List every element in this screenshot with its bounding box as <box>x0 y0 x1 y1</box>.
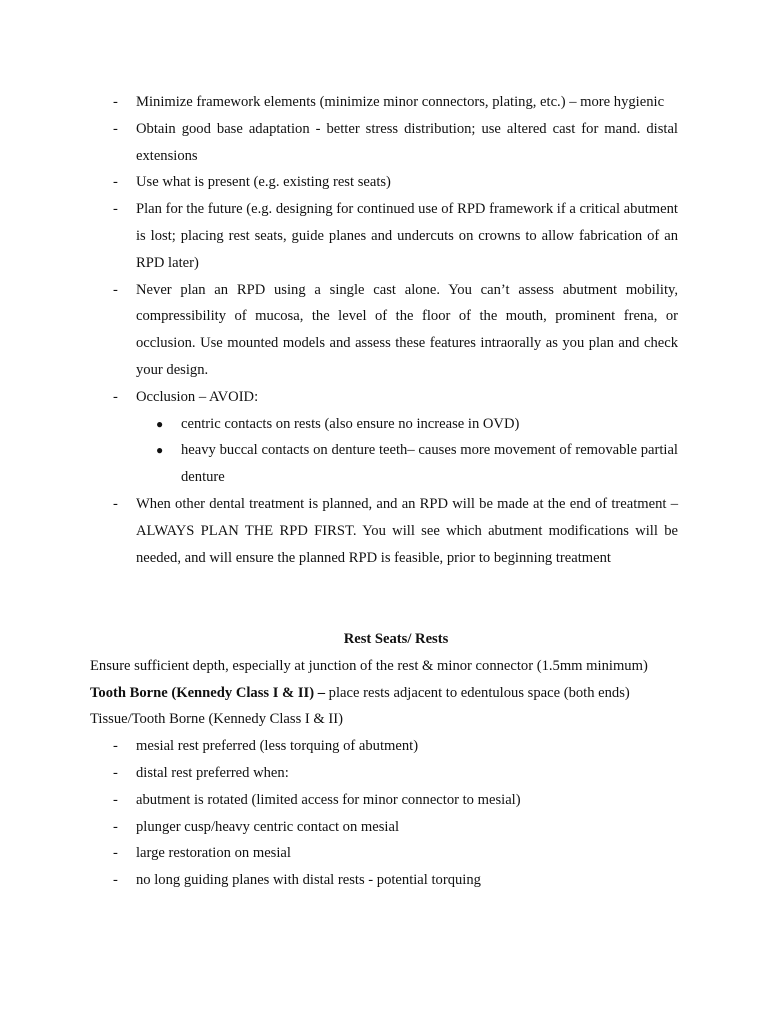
list-dash: - <box>113 738 118 755</box>
list-item-text: plunger cusp/heavy centric contact on mesial <box>136 818 399 835</box>
list-dash: - <box>113 201 118 218</box>
paragraph: Tissue/Tooth Borne (Kennedy Class I & II) <box>90 711 343 728</box>
list-dash: - <box>113 791 118 808</box>
bullet-item <box>0 411 768 438</box>
bullet-item <box>0 437 768 491</box>
list-item <box>0 116 768 170</box>
list-item <box>0 169 768 196</box>
list-item <box>0 787 768 814</box>
list-item <box>0 491 768 571</box>
list-dash: - <box>113 388 118 405</box>
bold-lead: Tooth Borne (Kennedy Class I & II) – <box>90 684 326 701</box>
list-item <box>0 89 768 116</box>
list-item-text: Plan for the future (e.g. designing for continued use of RPD framework if a critical abutment is lost; placing rest seats, guide planes and undercuts on crowns to allow fabrication of an RPD later) <box>136 201 678 271</box>
list-item-text: Never plan an RPD using a single cast alone. You can’t assess abutment mobility, compressibility of mucosa, the level of the floor of the mouth, prominent frena, or occlusion. Use mounted models and assess these features intraorally as you plan and check your design. <box>136 281 678 378</box>
paragraph: Ensure sufficient depth, especially at junction of the rest & minor connector (1.5mm minimum) <box>90 657 648 674</box>
list-dash: - <box>113 818 118 835</box>
list-item <box>0 814 768 841</box>
list-item-text: Obtain good base adaptation - better stress distribution; use altered cast for mand. distal extensions <box>136 120 678 164</box>
list-item <box>0 196 768 276</box>
bullet-dot: ● <box>156 443 164 458</box>
bullet-item-text: heavy buccal contacts on denture teeth– causes more movement of removable partial denture <box>181 442 678 486</box>
list-dash: - <box>113 495 118 512</box>
bullet-item-text: centric contacts on rests (also ensure no increase in OVD) <box>181 415 520 432</box>
bullet-dot: ● <box>156 416 164 431</box>
design-principles-list <box>0 89 768 571</box>
list-item <box>0 840 768 867</box>
section-heading: Rest Seats/ Rests <box>343 631 449 647</box>
list-item-text: no long guiding planes with distal rests - potential torquing <box>136 872 481 889</box>
list-item-text: When other dental treatment is planned, and an RPD will be made at the end of treatment – ALWAYS PLAN THE RPD FIRST. You will see which abutment modifications will be needed, and will ensure the planned RPD is feasible, prior to beginning treatment <box>136 495 678 566</box>
list-item-text: large restoration on mesial <box>136 845 291 862</box>
list-dash: - <box>113 120 118 137</box>
list-item-text: Occlusion – AVOID: <box>136 388 259 405</box>
list-dash: - <box>113 764 118 781</box>
list-item-text: Minimize framework elements (minimize minor connectors, plating, etc.) – more hygienic <box>136 94 665 110</box>
list-dash: - <box>113 872 118 889</box>
list-item <box>0 384 768 411</box>
list-item <box>0 867 768 894</box>
list-item-text: Use what is present (e.g. existing rest seats) <box>136 174 391 191</box>
rest-seats-section <box>0 626 768 894</box>
list-item <box>0 277 768 384</box>
list-item <box>0 733 768 760</box>
list-item-text: mesial rest preferred (less torquing of abutment) <box>136 738 419 755</box>
list-item <box>0 760 768 787</box>
list-item-text: abutment is rotated (limited access for minor connector to mesial) <box>136 791 521 808</box>
paragraph-text: place rests adjacent to edentulous space (both ends) <box>325 684 630 701</box>
list-dash: - <box>113 94 118 110</box>
list-item-text: distal rest preferred when: <box>136 764 289 781</box>
list-dash: - <box>113 281 118 298</box>
list-dash: - <box>113 845 118 862</box>
list-dash: - <box>113 174 118 191</box>
paragraph <box>0 680 768 707</box>
